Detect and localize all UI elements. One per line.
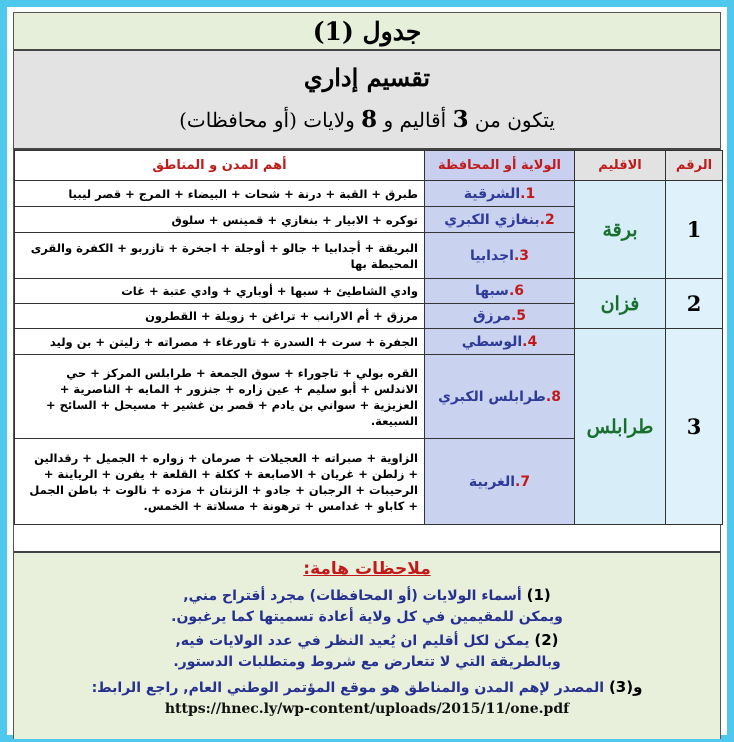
- intro-province-count: 8: [361, 106, 378, 133]
- province-cell: [425, 304, 575, 329]
- intro-mid: أقاليم و: [377, 108, 453, 132]
- cities-cell: مرزق + أم الارانب + تراغن + زويلة + القطرون: [15, 304, 425, 329]
- source-link[interactable]: https://hnec.ly/wp-content/uploads/2015/11/one.pdf: [164, 701, 570, 717]
- cities-cell: القره بولي + تاجوراء + سوق الجمعة + طرابلس المركز + حي الاندلس + أبو سليم + عين زاره + جنزور + المايه + الناصرية + العزيزية + سواني بن يادم + قصر بن غشير + مسيحل + السائح + السبيعة.: [15, 355, 425, 439]
- province-num: 4.: [522, 333, 538, 350]
- admin-table: [14, 150, 723, 525]
- province-name: طرابلس الكبري: [438, 388, 546, 405]
- cities-cell: طبرق + القبة + درنة + شحات + البيضاء + المرج + قصر ليبيا: [15, 181, 425, 207]
- note-1-key: (1): [526, 586, 551, 604]
- notes-section: [14, 551, 720, 739]
- province-name: سبها: [474, 283, 509, 299]
- province-name: الغربية: [468, 473, 516, 490]
- province-cell: [425, 207, 575, 233]
- region-num: 2: [666, 279, 723, 329]
- note-1-line2: ويمكن للمقيمين في كل ولاية أعادة تسميتها كما يرغبون.: [171, 609, 563, 625]
- province-name: بنغازي الكبري: [444, 211, 540, 228]
- note-3-key: و(3): [608, 678, 643, 696]
- cities-cell: البريقة + أجدابيا + جالو + أوجلة + اجخرة + تازربو + الكفرة والقرى المحيطة بها: [15, 233, 425, 279]
- province-num: 1.: [520, 185, 536, 202]
- note-2: [14, 630, 720, 652]
- region-name: برقة: [575, 181, 666, 279]
- note-1: [14, 585, 720, 607]
- province-name: الشرقية: [463, 185, 521, 202]
- header-province: الولاية أو المحافظة: [425, 151, 575, 181]
- province-cell: [425, 355, 575, 439]
- province-num: 8.: [545, 388, 561, 405]
- cities-cell: توكره + الابيار + بنغازي + قمينس + سلوق: [15, 207, 425, 233]
- note-3-line: المصدر لإهم المدن والمناطق هو موقع المؤتمر الوطني العام, راجع الرابط:: [91, 680, 609, 696]
- province-cell: [425, 181, 575, 207]
- intro-post: ولايات (أو محافظات): [179, 108, 362, 132]
- note-2-line1: يمكن لكل أقليم ان يُعيد النظر في عدد الولايات فيه,: [175, 633, 535, 649]
- cities-cell: الزاوية + صبراته + العجيلات + صرمان + زواره + الجميل + رقدالين + زلطن + غريان + الاصابعة + ككلة + القلعة + يفرن + الرياينة + الرحيبات + الرجبان + جادو + الزنتان + مزده + نالوت + باطن الجمل + كاباو + غدامس + ترهونة + مسلاتة + الخمس.: [15, 439, 425, 525]
- subheader: [14, 51, 720, 150]
- note-1-line1: أسماء الولايات (أو المحافظات) مجرد أقتراح مني,: [183, 588, 527, 604]
- header-region: الاقليم: [575, 151, 666, 181]
- document: [13, 12, 721, 739]
- province-num: 6.: [508, 283, 525, 299]
- province-num: 5.: [510, 308, 527, 324]
- subtitle: تقسيم إداري: [303, 63, 431, 92]
- header-num: الرقم: [666, 151, 723, 181]
- region-num: 1: [666, 181, 723, 279]
- province-num: 7.: [515, 473, 531, 490]
- province-cell: [425, 329, 575, 355]
- province-name: مرزق: [472, 308, 511, 324]
- intro-region-count: 3: [452, 106, 469, 133]
- intro-pre: يتكون من: [468, 108, 555, 132]
- province-cell: [425, 439, 575, 525]
- province-cell: [425, 233, 575, 279]
- province-cell: [425, 279, 575, 304]
- region-name: طرابلس: [575, 329, 666, 525]
- province-name: اجدابيا: [469, 247, 514, 264]
- note-3: [14, 677, 720, 699]
- intro-line: [14, 92, 720, 133]
- region-num: 3: [666, 329, 723, 525]
- region-name: فزان: [575, 279, 666, 329]
- province-num: 3.: [513, 247, 530, 264]
- header-cities: أهم المدن و المناطق: [15, 151, 425, 181]
- cities-cell: الجفرة + سرت + السدرة + تاورغاء + مصراته + زليتن + بن وليد: [15, 329, 425, 355]
- notes-title: ملاحظات هامة:: [303, 559, 431, 579]
- table-title: جدول (1): [14, 13, 720, 51]
- province-num: 2.: [539, 211, 555, 228]
- province-name: الوسطي: [461, 333, 523, 350]
- note-2-key: (2): [534, 631, 559, 649]
- note-2-line2: وبالطريقة التي لا تتعارض مع شروط ومتطلبات الدستور.: [173, 654, 561, 670]
- cities-cell: وادي الشاطيئ + سبها + أوباري + وادي عتبة + غات: [15, 279, 425, 304]
